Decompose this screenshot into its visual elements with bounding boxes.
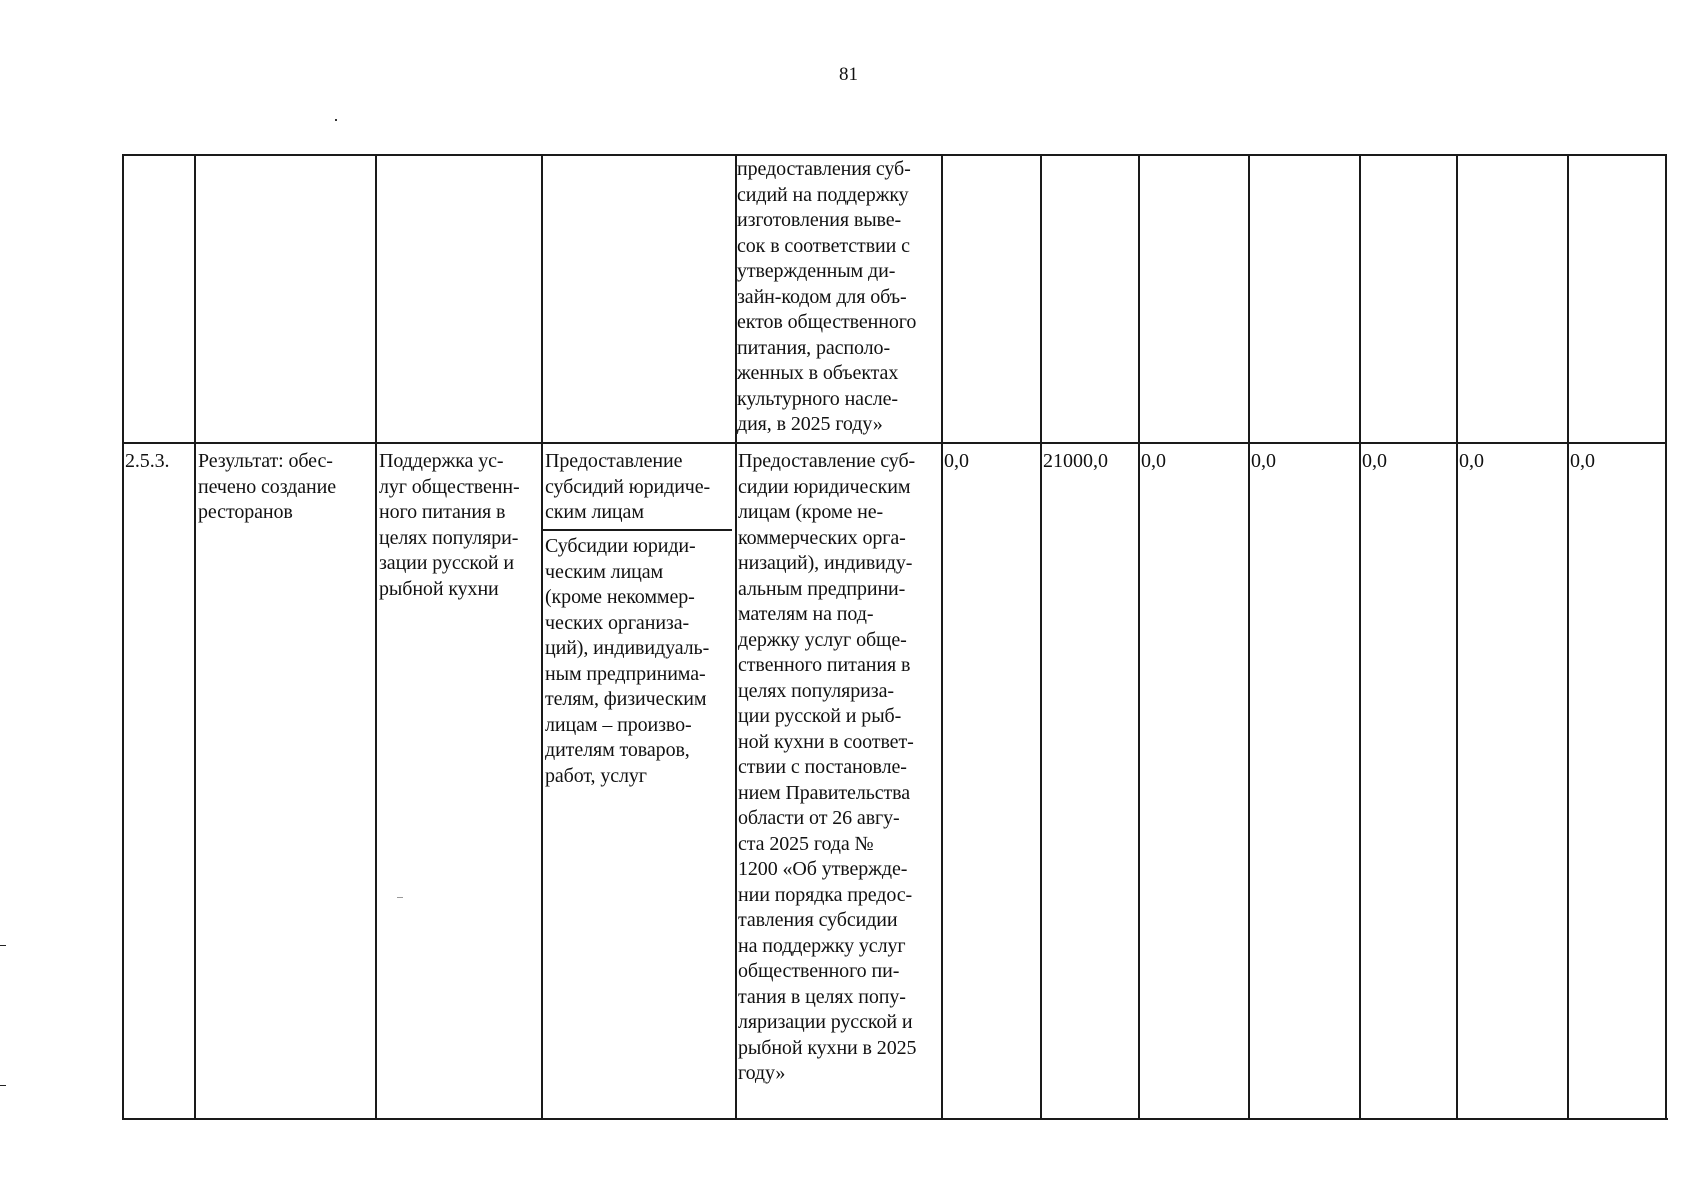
continued-basis-cell — [737, 157, 916, 438]
budget-table — [122, 154, 1668, 1120]
text-line: ляризации русской и — [738, 1011, 913, 1033]
text-line: дителям товаров, — [545, 739, 690, 761]
text-line: сидий на поддержку — [737, 183, 909, 206]
text-line: мателям на под- — [738, 603, 874, 625]
basis-cell — [738, 449, 916, 1087]
result-cell — [198, 449, 336, 526]
column-border — [122, 154, 124, 1120]
column-border — [194, 154, 196, 1120]
row-separator — [122, 442, 1666, 444]
text-line: ций), индивидуаль- — [545, 637, 710, 659]
text-line: культурного насле- — [737, 387, 898, 410]
value-cell: 0,0 — [1459, 450, 1484, 472]
value-cell: 21000,0 — [1043, 450, 1108, 472]
text-line: целях популяриза- — [738, 679, 894, 702]
scan-dot — [335, 119, 337, 121]
page-number: 81 — [839, 64, 858, 85]
text-line: тавления субсидии — [738, 909, 898, 931]
column-border — [1567, 154, 1569, 1120]
text-line: ским лицам — [545, 501, 644, 523]
column-border — [375, 154, 377, 1120]
edge-mark-bottom — [0, 1085, 6, 1086]
column-border — [1359, 154, 1361, 1120]
table-right-border — [1665, 154, 1667, 1120]
text-line: сидии юридическим — [738, 475, 911, 498]
subcell-separator — [542, 529, 732, 531]
text-line: ста 2025 года № — [738, 832, 874, 855]
column-border — [1138, 154, 1140, 1120]
value-cell: 0,0 — [1141, 450, 1166, 472]
measure-cell — [379, 449, 520, 602]
text-line: рыбной кухни — [379, 577, 499, 600]
text-line: области от 26 авгу- — [738, 807, 900, 829]
text-line: коммерческих орга- — [738, 526, 906, 549]
text-line: ного питания в — [379, 501, 506, 523]
text-line: рыбной кухни в 2025 — [738, 1036, 917, 1059]
text-line: ции русской и рыб- — [738, 705, 902, 727]
text-line: ствии с постановле- — [738, 756, 907, 778]
text-line: лицам – произво- — [545, 713, 692, 736]
text-line: ческих организа- — [545, 611, 690, 634]
text-line: на поддержку услуг — [738, 934, 906, 957]
value-cell: 0,0 — [1251, 450, 1276, 472]
column-border — [941, 154, 943, 1120]
text-line: сок в соответствии с — [737, 234, 910, 257]
text-line: ческим лицам — [545, 560, 664, 583]
mechanism-cell — [545, 449, 710, 526]
text-line: питания, располо- — [737, 336, 891, 359]
text-line: ектов общественного — [737, 311, 917, 333]
text-line: Поддержка ус- — [379, 450, 504, 472]
text-line: утвержденным ди- — [737, 260, 896, 282]
table-bottom-border — [124, 1118, 1668, 1120]
text-line: целях популяри- — [379, 526, 519, 549]
column-border — [1040, 154, 1042, 1120]
table-top-border — [122, 154, 1666, 156]
column-border — [1456, 154, 1458, 1120]
text-line: году» — [738, 1062, 786, 1084]
text-line: предоставления суб- — [737, 158, 911, 180]
text-line: зайн-кодом для объ- — [737, 285, 907, 308]
text-line: зации русской и — [379, 552, 514, 574]
text-line: дия, в 2025 году» — [737, 413, 883, 435]
text-line: общественного пи- — [738, 960, 900, 982]
row-number: 2.5.3. — [125, 450, 170, 472]
text-line: держку услуг обще- — [738, 628, 907, 651]
text-line: нии порядка предос- — [738, 883, 913, 906]
text-line: нием Правительства — [738, 781, 910, 804]
value-cell: 0,0 — [1570, 450, 1595, 472]
text-line: низаций), индивиду- — [738, 552, 913, 574]
text-line: лицам (кроме не- — [738, 501, 884, 523]
text-line: (кроме некоммер- — [545, 586, 695, 608]
text-line: луг общественн- — [379, 475, 520, 498]
text-line: Субсидии юриди- — [545, 535, 696, 557]
text-line: женных в объектах — [737, 362, 899, 384]
text-line: ственного питания в — [738, 654, 911, 676]
column-border — [541, 154, 543, 1120]
text-line: Предоставление — [545, 450, 683, 472]
edge-mark-top — [0, 945, 6, 946]
text-line: Результат: обес- — [198, 450, 333, 472]
text-line: работ, услуг — [545, 764, 647, 787]
text-line: ресторанов — [198, 501, 293, 523]
text-line: Предоставление суб- — [738, 450, 916, 472]
text-line: печено создание — [198, 475, 336, 498]
text-line: ной кухни в соответ- — [738, 730, 914, 753]
recipients-cell — [545, 534, 709, 789]
text-line: субсидий юридиче- — [545, 475, 711, 498]
text-line: телям, физическим — [545, 688, 707, 710]
column-border — [1248, 154, 1250, 1120]
text-line: ным предпринима- — [545, 662, 706, 685]
text-line: 1200 «Об утвержде- — [738, 858, 908, 880]
text-line: изготовления выве- — [737, 209, 902, 231]
value-cell: 0,0 — [944, 450, 969, 472]
text-line: тания в целях попу- — [738, 985, 906, 1008]
text-line: альным предприни- — [738, 577, 906, 600]
value-cell: 0,0 — [1362, 450, 1387, 472]
